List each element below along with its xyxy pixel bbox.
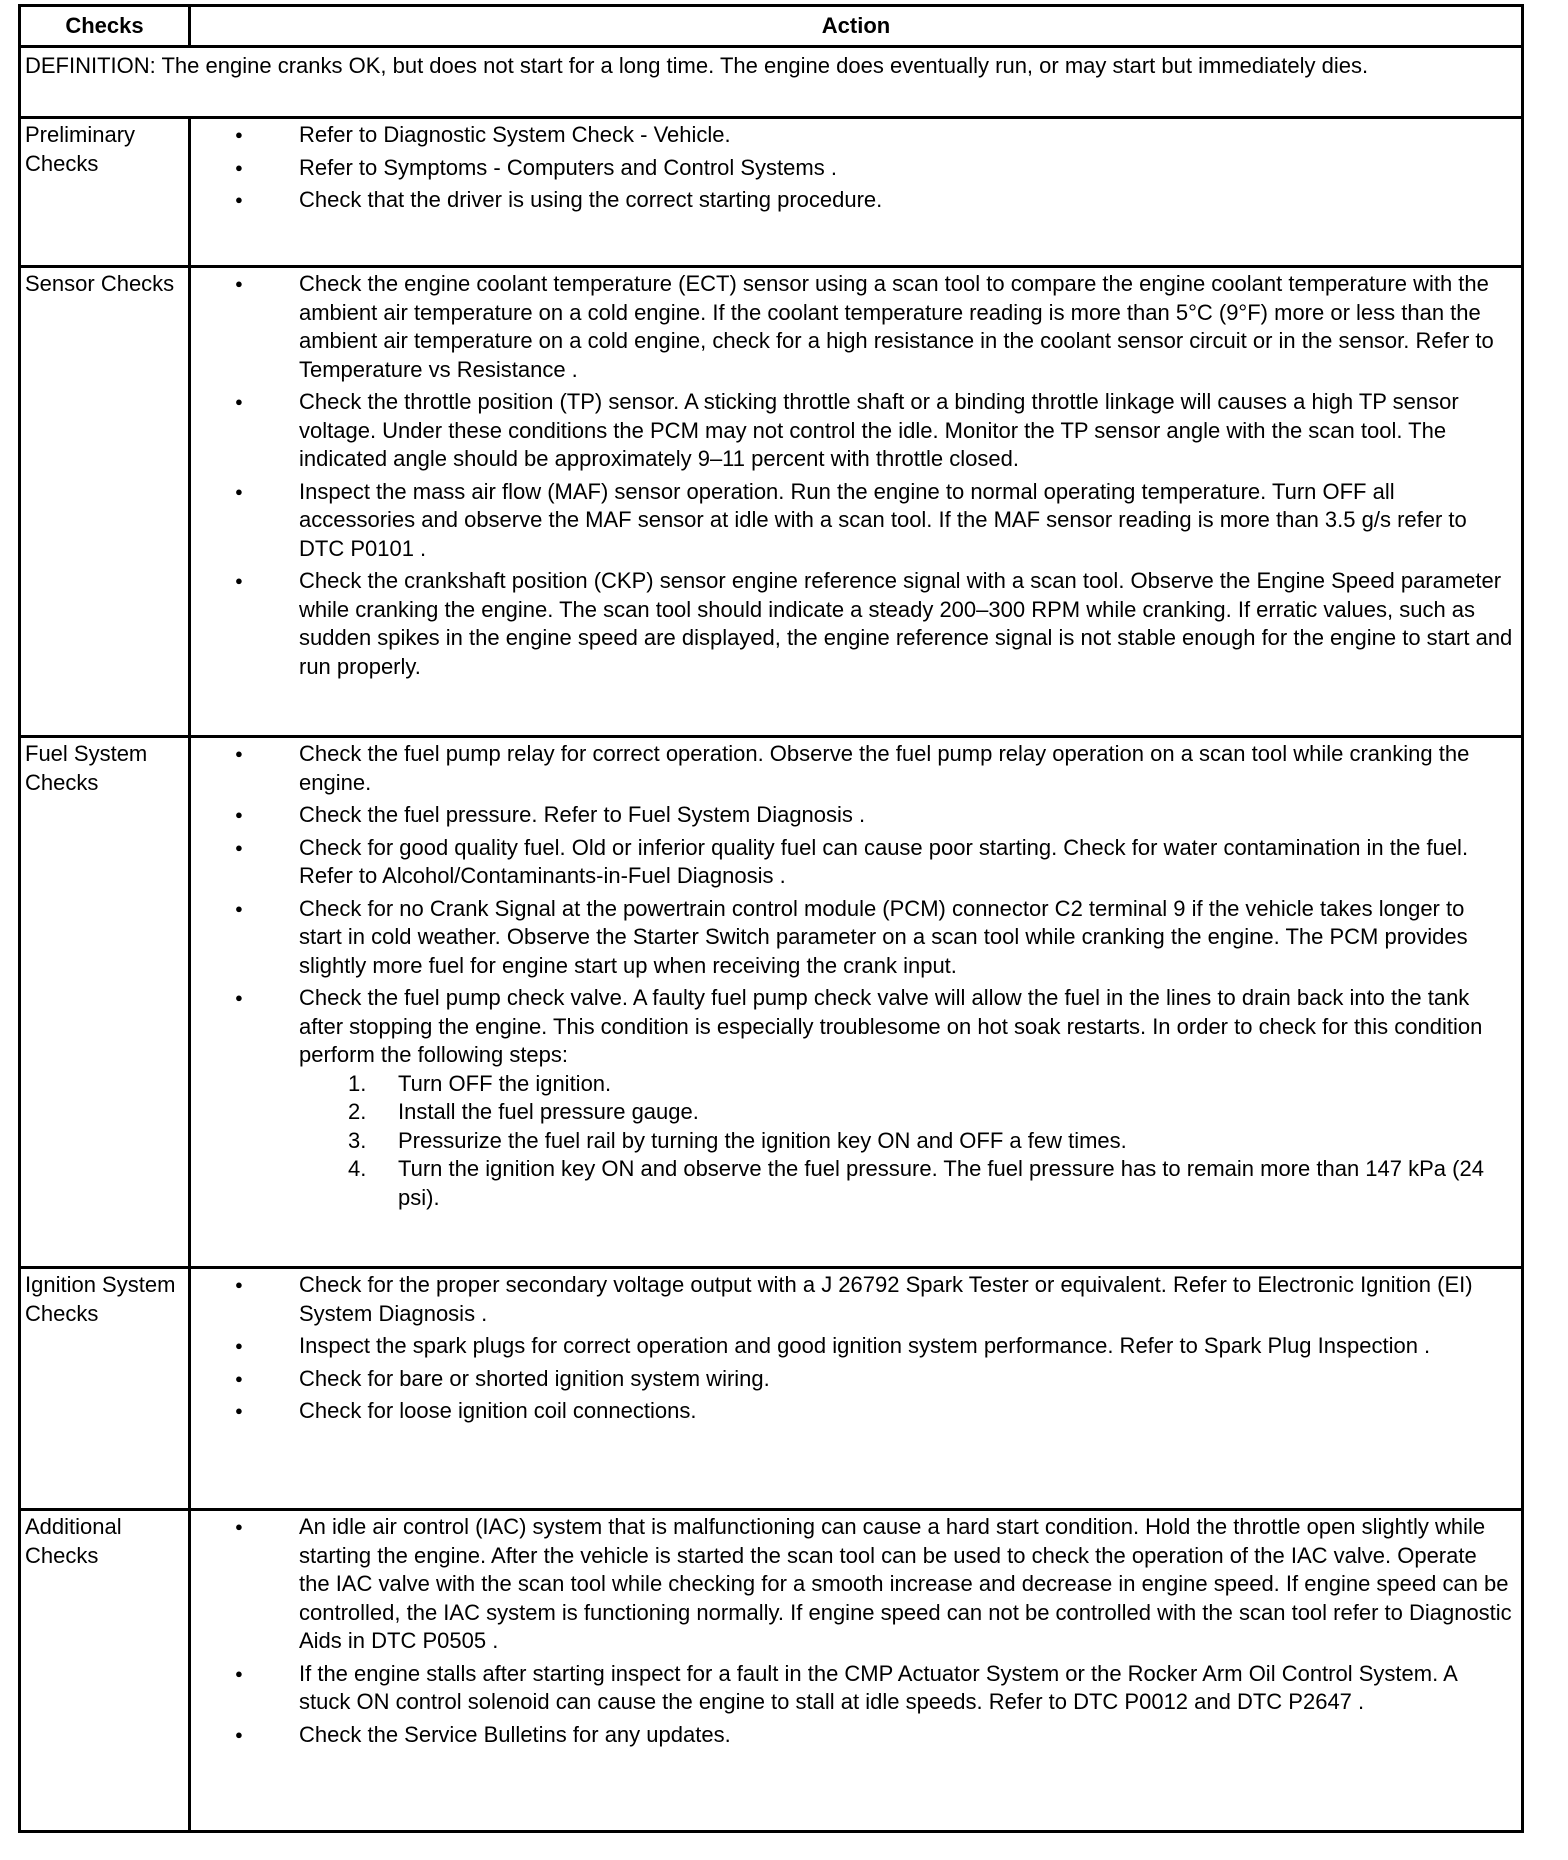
bullet-icon: ● — [235, 1519, 243, 1534]
check-category: Ignition System Checks — [20, 1268, 190, 1510]
item-text: If the engine stalls after starting inspect for a fault in the CMP Actuator System or the Rocker Arm Oil Control System. A stuck ON control solenoid can cause the engine to stall at idle speeds. Refer to DTC P0012 and DTC P2647 . — [299, 1660, 1457, 1714]
action-list — [191, 1269, 1521, 1426]
check-category: Fuel System Checks — [20, 737, 190, 1268]
bullet-icon: ● — [235, 839, 243, 855]
bullet-icon: ● — [235, 746, 243, 761]
step-number: 4. — [348, 1156, 367, 1181]
item-text: Check for bare or shorted ignition system wiring. — [299, 1365, 770, 1391]
list-item — [191, 1513, 1513, 1656]
list-item — [191, 478, 1513, 564]
table-row — [20, 1510, 1523, 1832]
step-item — [299, 1070, 1513, 1099]
list-item — [191, 984, 1513, 1212]
action-cell — [190, 267, 1523, 737]
action-list — [191, 119, 1521, 215]
check-category: Sensor Checks — [20, 267, 190, 737]
action-list — [191, 1511, 1521, 1749]
item-text: Check for no Crank Signal at the powertrain control module (PCM) connector C2 terminal 9 if the vehicle takes longer to start in cold weather. Observe the Starter Switch parameter on a scan tool while cranking the engine. The PCM provides slightly more fuel for engine start up when receiving the crank input. — [299, 895, 1468, 978]
bullet-icon: ● — [235, 192, 243, 207]
list-item — [191, 1332, 1513, 1361]
step-number: 2. — [348, 1099, 367, 1124]
list-item — [191, 1365, 1513, 1394]
table-row — [20, 737, 1523, 1268]
bullet-icon: ● — [235, 159, 243, 175]
item-text: Inspect the spark plugs for correct operation and good ignition system performance. Refer to Spark Plug Inspection . — [299, 1333, 1431, 1358]
action-header: Action — [190, 6, 1523, 47]
step-item — [299, 1127, 1513, 1156]
item-text: Check the Service Bulletins for any updates. — [299, 1721, 731, 1747]
bullet-icon: ● — [235, 127, 243, 142]
bullet-icon: ● — [235, 990, 243, 1005]
list-item — [191, 1660, 1513, 1717]
list-item — [191, 154, 1513, 183]
item-text: Check the fuel pressure. Refer to Fuel System Diagnosis . — [299, 802, 866, 827]
bullet-icon: ● — [235, 573, 243, 588]
item-text: Check the engine coolant temperature (ECT) sensor using a scan tool to compare the engine coolant temperature with the ambient air temperature on a cold engine. If the coolant temperature reading is more than 5°C (9°F) more or less than the ambient air temperature on a cold engine, check for a high resistance in the coolant sensor circuit or in the sensor. Refer to Temperature vs Resistance . — [299, 271, 1494, 382]
item-text: Refer to Symptoms - Computers and Control Systems . — [299, 154, 837, 180]
item-text: Check the fuel pump relay for correct operation. Observe the fuel pump relay operation on a scan tool while cranking the engine. — [299, 741, 1470, 795]
bullet-icon: ● — [235, 900, 243, 916]
check-category: Preliminary Checks — [20, 118, 190, 267]
list-item — [191, 834, 1513, 891]
bullet-icon: ● — [235, 807, 243, 822]
list-item — [191, 186, 1513, 215]
checks-header: Checks — [20, 6, 190, 47]
bullet-icon: ● — [235, 1338, 243, 1353]
step-number: 1. — [348, 1070, 367, 1096]
list-item — [191, 1271, 1513, 1328]
action-cell — [190, 1510, 1523, 1832]
item-text: Check the throttle position (TP) sensor. A sticking throttle shaft or a binding throttle linkage will causes a high TP sensor voltage. Under these conditions the PCM may not control the idle. Monitor the TP sensor angle with the scan tool. The indicated angle should be approximately 9–11 percent with throttle closed. — [299, 389, 1459, 471]
list-item — [191, 1397, 1513, 1426]
bullet-icon: ● — [235, 1665, 243, 1681]
item-text: Refer to Diagnostic System Check - Vehicle. — [299, 122, 731, 147]
step-item — [299, 1155, 1513, 1212]
item-text: Check that the driver is using the correct starting procedure. — [299, 187, 883, 212]
action-list — [191, 268, 1521, 681]
item-text: Check the fuel pump check valve. A faulty fuel pump check valve will allow the fuel in the lines to drain back into the tank after stopping the engine. This condition is especially troublesome on hot soak restarts. In order to check for this condition perform the following steps: — [299, 985, 1483, 1067]
item-text: An idle air control (IAC) system that is malfunctioning can cause a hard start condition. Hold the throttle open slightly while starting the engine. After the vehicle is started the scan tool can be used to check the operation of the IAC valve. Operate the IAC valve with the scan tool while checking for a smooth increase and decrease in engine speed. If engine speed can be controlled, the IAC system is functioning normally. If engine speed can not be controlled with the scan tool refer to Diagnostic Aids in DTC P0505 . — [299, 1514, 1512, 1653]
item-text: Check the crankshaft position (CKP) sensor engine reference signal with a scan tool. Observe the Engine Speed parameter while cranking the engine. The scan tool should indicate a steady 200–300 RPM while cranking. If erratic values, such as sudden spikes in the engine speed are displayed, the engine reference signal is not stable enough for the engine to start and run properly. — [299, 568, 1513, 679]
table-row — [20, 1268, 1523, 1510]
bullet-icon: ● — [235, 1277, 243, 1292]
action-cell — [190, 1268, 1523, 1510]
header-row — [20, 6, 1523, 47]
table-row — [20, 267, 1523, 737]
action-list — [191, 738, 1521, 1212]
list-item — [191, 1721, 1513, 1750]
list-item — [191, 567, 1513, 681]
bullet-icon: ● — [235, 483, 243, 499]
item-text: Check for good quality fuel. Old or inferior quality fuel can cause poor starting. Check for water contamination in the fuel. Refer to Alcohol/Contaminants-in-Fuel Diagnosis . — [299, 834, 1469, 888]
step-text: Turn OFF the ignition. — [398, 1070, 612, 1096]
list-item — [191, 388, 1513, 474]
diagnostic-table — [18, 4, 1524, 1833]
item-text: Check for the proper secondary voltage output with a J 26792 Spark Tester or equivalent. Refer to Electronic Ignition (EI) System Diagnosis . — [299, 1272, 1473, 1326]
bullet-icon: ● — [235, 1370, 243, 1386]
item-text: Check for loose ignition coil connections. — [299, 1398, 697, 1423]
table-row — [20, 118, 1523, 267]
action-cell — [190, 737, 1523, 1268]
check-category: Additional Checks — [20, 1510, 190, 1832]
list-item — [191, 895, 1513, 981]
bullet-icon: ● — [235, 276, 243, 291]
bullet-icon: ● — [235, 1403, 243, 1418]
step-number: 3. — [348, 1127, 367, 1153]
steps-list — [299, 1070, 1513, 1213]
definition-row — [20, 47, 1523, 118]
bullet-icon: ● — [235, 1726, 243, 1742]
list-item — [191, 270, 1513, 384]
item-text: Inspect the mass air flow (MAF) sensor operation. Run the engine to normal operating temperature. Turn OFF all accessories and observe the MAF sensor at idle with a scan tool. If the MAF sensor reading is more than 3.5 g/s refer to DTC P0101 . — [299, 478, 1467, 561]
step-text: Pressurize the fuel rail by turning the ignition key ON and OFF a few times. — [398, 1127, 1127, 1153]
step-text: Install the fuel pressure gauge. — [398, 1099, 699, 1124]
list-item — [191, 801, 1513, 830]
list-item — [191, 740, 1513, 797]
action-cell — [190, 118, 1523, 267]
definition-text: DEFINITION: The engine cranks OK, but does not start for a long time. The engine does eventually run, or may start but immediately dies. — [20, 47, 1523, 118]
step-item — [299, 1098, 1513, 1127]
list-item — [191, 121, 1513, 150]
step-text: Turn the ignition key ON and observe the fuel pressure. The fuel pressure has to remain more than 147 kPa (24 psi). — [398, 1156, 1484, 1210]
bullet-icon: ● — [235, 394, 243, 409]
